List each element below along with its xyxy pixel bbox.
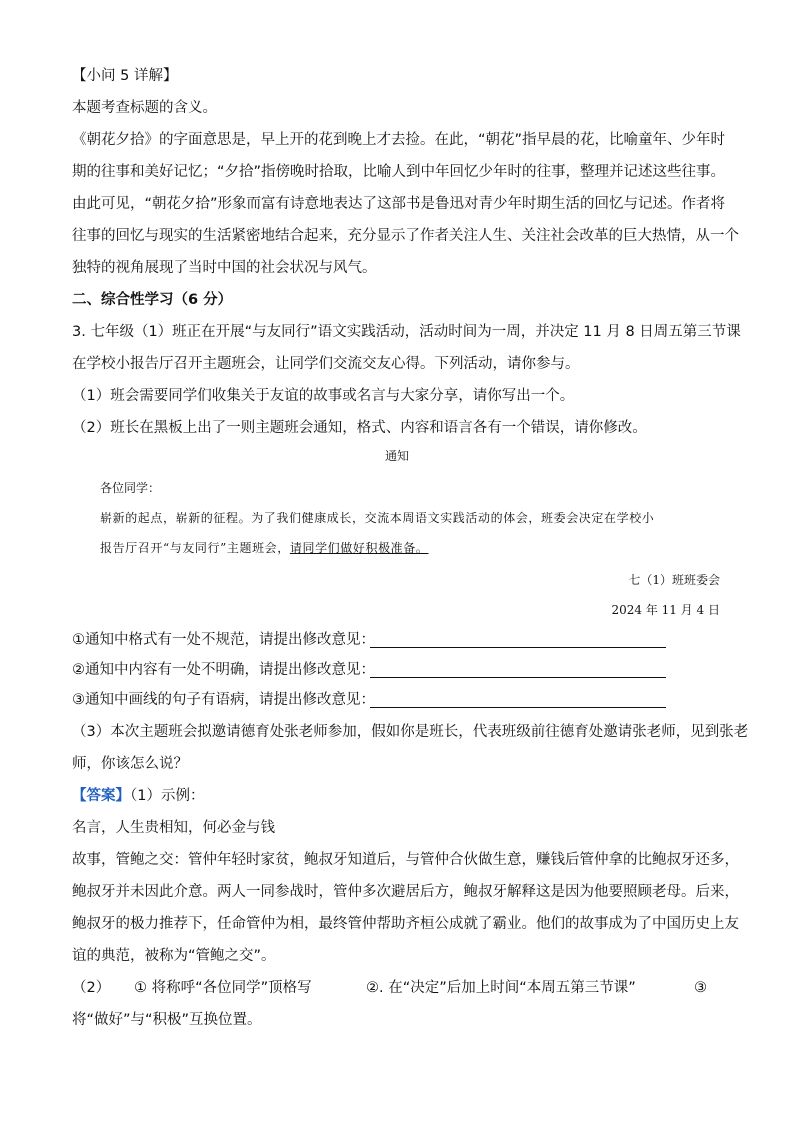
blank-prompt-2: ②通知中内容有一处不明确，请提出修改意见： — [72, 662, 375, 678]
answer-story-line-3: 鲍叔牙的极力推荐下，任命管仲为相，最终管仲帮助齐桓公成就了霸业。他们的故事成为了中国历史上友 — [72, 916, 739, 932]
question5-line-5: 独特的视角展现了当时中国的社会状况与风气。 — [72, 260, 377, 276]
answer-story-line-1: 故事，管鲍之交：管仲年轻时家贫，鲍叔牙知道后，与管仲合伙做生意，赚钱后管仲拿的比鲍叔牙还多， — [72, 852, 739, 868]
question3-stem-line-1: 3. 七年级（1）班正在开展“与友同行”语文实践活动，活动时间为一周，并决定 11 月 8 日周五第三节课 — [72, 324, 741, 340]
notice-date: 2024 年 11 月 4 日 — [611, 603, 720, 617]
question3-sub2: （2）班长在黑板上出了一则主题班会通知，格式、内容和语言各有一个错误，请你修改。 — [72, 420, 647, 436]
answer-part2-option-3-mark: ③ — [694, 980, 707, 996]
answer-blank-2 — [370, 677, 666, 678]
answer-part2-label: （2） — [72, 980, 111, 996]
question3-stem-line-2: 在学校小报告厅召开主题班会，让同学们交流交友心得。下列活动，请你参与。 — [72, 356, 580, 372]
notice-body-text: 报告厅召开“与友同行”主题班会， — [100, 541, 290, 555]
answer-story-line-2: 鲍叔牙并未因此介意。两人一同参战时，管仲多次避居后方，鲍叔牙解释这是因为他要照顾老母。后来， — [72, 884, 739, 900]
question3-sub3-line-2: 师，你该怎么说？ — [72, 756, 188, 772]
answer-quote: 名言，人生贵相知，何必金与钱 — [72, 820, 275, 836]
question5-line-4: 往事的回忆与现实的生活紧密地结合起来，充分显示了作者关注人生、关注社会改革的巨大热情，从一个 — [72, 228, 739, 244]
question3-sub3-line-1: （3）本次主题班会拟邀请德育处张老师参加，假如你是班长，代表班级前往德育处邀请张老师，见到张老 — [72, 724, 749, 740]
question5-line-1: 《朝花夕拾》的字面意思是，早上开的花到晚上才去捡。在此，“朝花”指早晨的花，比喻童年、少年时 — [72, 132, 726, 148]
answer-story-line-4: 谊的典范，被称为“管鲍之交”。 — [72, 948, 276, 964]
notice-salutation: 各位同学： — [100, 481, 161, 495]
question5-heading: 【小问 5 详解】 — [72, 68, 178, 84]
answer-blank-3 — [370, 707, 666, 708]
question5-line-3: 由此可见，“朝花夕拾”形象而富有诗意地表达了这部书是鲁迅对青少年时期生活的回忆与记述。作者将 — [72, 196, 726, 212]
notice-body-line-2 — [100, 538, 428, 558]
answer-part2-option-2: ②. 在“决定”后加上时间“本周五第三节课” — [366, 980, 636, 996]
section2-title: 二、综合性学习（6 分） — [72, 292, 233, 308]
answer-part1-header — [72, 786, 204, 806]
answer-tag: 【答案】 — [72, 788, 130, 804]
notice-signature: 七（1）班班委会 — [628, 573, 720, 587]
notice-title: 通知 — [384, 449, 409, 463]
blank-prompt-1: ①通知中格式有一处不规范，请提出修改意见： — [72, 632, 375, 648]
notice-underlined-sentence: 请同学们做好积极准备。 — [289, 541, 429, 555]
blank-prompt-3: ③通知中画线的句子有语病，请提出修改意见： — [72, 692, 375, 708]
answer-blank-1 — [370, 647, 666, 648]
question5-intro: 本题考查标题的含义。 — [72, 100, 217, 116]
notice-body-line-1: 崭新的起点，崭新的征程。为了我们健康成长，交流本周语文实践活动的体会，班委会决定在学校小 — [100, 511, 655, 525]
answer-part2-option-3-text: 将“做好”与“积极”互换位置。 — [72, 1012, 262, 1028]
answer-part1-label: （1）示例： — [130, 788, 205, 804]
question5-line-2: 期的往事和美好记忆；“夕拾”指傍晚时拾取，比喻人到中年回忆少年时的往事，整理并记述这些往事。 — [72, 164, 726, 180]
answer-part2-option-1: ① 将称呼“各位同学”顶格写 — [134, 980, 312, 996]
question3-sub1: （1）班会需要同学们收集关于友谊的故事或名言与大家分享，请你写出一个。 — [72, 388, 575, 404]
